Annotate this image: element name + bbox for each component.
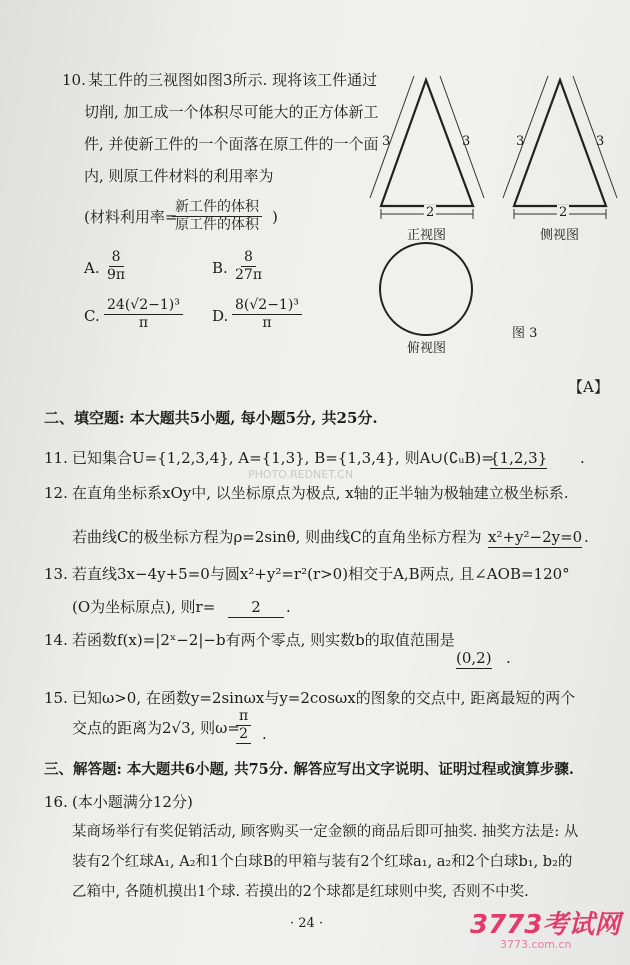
q10-option-b-den: 27π — [235, 267, 263, 283]
side-right-dimension — [573, 76, 617, 198]
q10-line3: 件, 并使新工件的一个面落在原工件的一个面 — [84, 135, 379, 153]
section-3-title: 三、解答题: 本大题共6小题, 共75分. 解答应写出文字说明、证明过程或演算步骤. — [44, 761, 574, 778]
q15-number: 15. — [44, 689, 68, 707]
side-base-label: 2 — [559, 205, 568, 220]
q15-end: . — [262, 725, 267, 743]
q11-text: 已知集合U={1,2,3,4}, A={1,3}, B={1,3,4}, 则A∪(∁ᵤB)= — [72, 449, 494, 467]
q10-option-c-label: C. — [84, 307, 100, 325]
side-side-label-right: 3 — [596, 134, 605, 149]
q10-rate-prefix: (材料利用率= — [84, 208, 178, 226]
q10-rate-suffix: ) — [272, 208, 278, 226]
q10-option-d-den: π — [262, 315, 272, 331]
q13-number: 13. — [44, 565, 68, 583]
q14-answer: (0,2) — [456, 649, 492, 667]
q14-text: 若函数f(x)=|2ˣ−2|−b有两个零点, 则实数b的取值范围是 — [72, 631, 455, 649]
side-side-label-left: 3 — [516, 134, 525, 149]
q13-line2: (O为坐标原点), 则r= — [72, 598, 216, 616]
front-left-dimension — [370, 76, 414, 198]
front-side-label-right: 3 — [462, 134, 471, 149]
q14-number: 14. — [44, 631, 68, 649]
q10-option-a-num: 8 — [109, 249, 124, 267]
q12-end: . — [584, 528, 589, 546]
front-base-label: 2 — [426, 205, 435, 220]
q16-score: (本小题满分12分) — [72, 793, 193, 811]
page-number: · 24 · — [290, 916, 324, 931]
q10-line1: 某工件的三视图如图3所示. 现将该工件通过 — [88, 71, 378, 89]
q10-rate-denominator: 原工件的体积 — [175, 217, 259, 233]
rednet-watermark: PHOTO.REDNET.CN — [248, 468, 354, 481]
q16-line2: 装有2个红球A₁, A₂和1个白球B的甲箱与装有2个红球a₁, a₂和2个白球b₁, b₂的 — [72, 854, 573, 870]
q16-number: 16. — [44, 793, 68, 811]
q12-line1: 在直角坐标系xOy中, 以坐标原点为极点, x轴的正半轴为极轴建立极坐标系. — [72, 484, 569, 502]
q13-line1: 若直线3x−4y+5=0与圆x²+y²=r²(r>0)相交于A,B两点, 且∠AOB=120° — [72, 565, 570, 583]
q11-end: . — [580, 449, 585, 467]
q10-line2: 切削, 加工成一个体积尽可能大的正方体新工 — [84, 103, 379, 121]
q10-option-a-den: 9π — [107, 267, 126, 283]
q10-option-c-den: π — [138, 315, 149, 331]
q15-line2: 交点的距离为2√3, 则ω= — [72, 719, 240, 737]
q11-answer: {1,2,3} — [490, 449, 548, 467]
q16-line3: 乙箱中, 各随机摸出1个球. 若摸出的2个球都是红球则中奖, 否则不中奖. — [72, 884, 529, 900]
top-view-circle — [380, 243, 472, 335]
q10-option-c-num: 24(√2−1)³ — [104, 297, 183, 315]
q15-line1: 已知ω>0, 在函数y=2sinωx与y=2cosωx的图象的交点中, 距离最短的两个 — [72, 689, 576, 707]
q10-option-d-label: D. — [212, 307, 229, 325]
q10-option-b-num: 8 — [241, 249, 256, 267]
section-2-title: 二、填空题: 本大题共5小题, 每小题5分, 共25分. — [44, 409, 378, 427]
q14-end: . — [506, 649, 511, 667]
q10-option-d-num: 8(√2−1)³ — [232, 297, 302, 315]
site-logo: 3773考试网 — [470, 910, 621, 940]
q12-line2: 若曲线C的极坐标方程为ρ=2sinθ, 则曲线C的直角坐标方程为 — [72, 528, 482, 546]
front-side-label-left: 3 — [382, 134, 391, 149]
top-view-caption: 俯视图 — [407, 341, 447, 356]
q10-number: 10. — [62, 71, 86, 89]
q13-answer: 2 — [228, 597, 284, 618]
q12-answer: x²+y²−2y=0 — [488, 528, 583, 546]
front-view-triangle — [381, 80, 473, 206]
q13-end: . — [286, 598, 291, 616]
q10-answer: 【A】 — [568, 378, 609, 396]
q16-line1: 某商场举行有奖促销活动, 顾客购买一定金额的商品后即可抽奖. 抽奖方法是: 从 — [72, 824, 579, 840]
figure-label: 图 3 — [512, 326, 538, 341]
q11-number: 11. — [44, 449, 68, 467]
site-logo-url: 3773.com.cn — [500, 938, 572, 951]
side-left-dimension — [503, 76, 548, 198]
q10-option-b-label: B. — [212, 259, 228, 277]
front-view-caption: 正视图 — [407, 228, 447, 243]
q15-answer-den: 2 — [239, 726, 249, 742]
q10-rate-numerator: 新工件的体积 — [172, 199, 262, 217]
side-view-caption: 侧视图 — [540, 228, 580, 243]
q10-option-a-label: A. — [84, 259, 100, 277]
side-view-triangle — [514, 80, 606, 206]
q15-answer — [236, 708, 251, 744]
q12-number: 12. — [44, 484, 68, 502]
q10-line4: 内, 则原工件材料的利用率为 — [84, 167, 274, 185]
q15-answer-num: π — [236, 708, 251, 726]
